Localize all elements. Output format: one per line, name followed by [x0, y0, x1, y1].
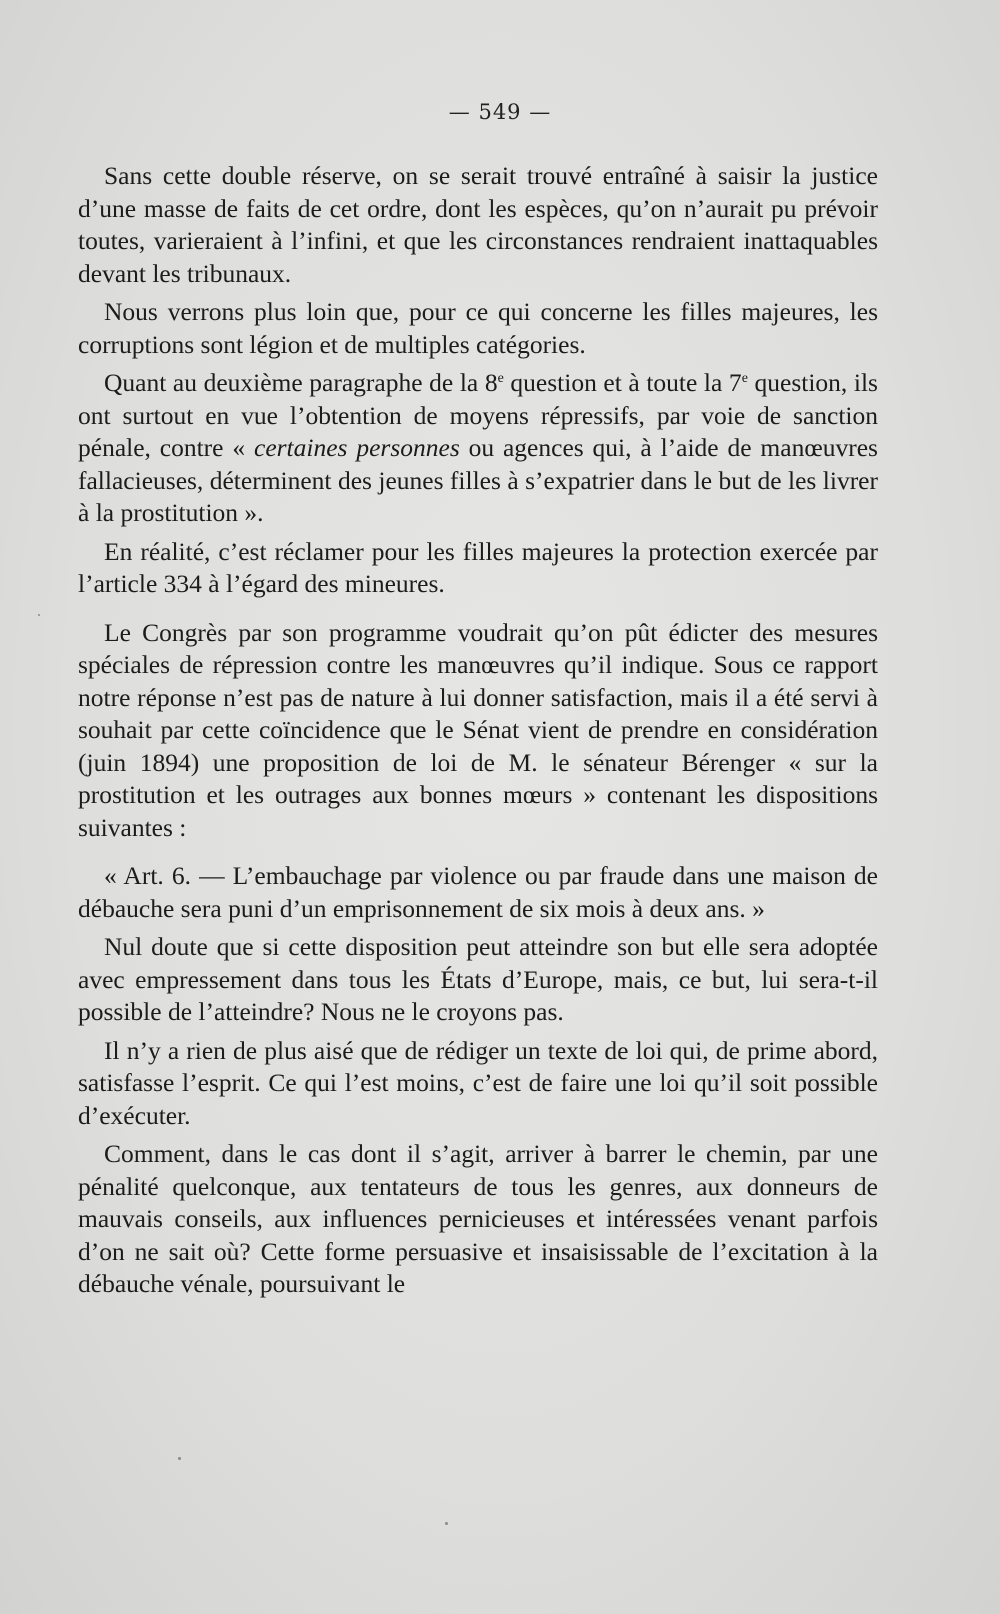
paragraph-3-part-3: question, ils ont surtout en vue l’obtention de moyens répressifs, par voie de sanction pénale, contre « [78, 368, 878, 462]
superscript-2: e [741, 371, 748, 386]
paragraph-7: Nul doute que si cette disposition peut atteindre son but elle sera adoptée avec empressement dans tous les États d’Europe, mais, ce but, lui sera-t-il possible de l’atteindre? Nous ne le croyons pas. [78, 932, 878, 1026]
paper-speck [445, 1522, 448, 1525]
paragraph-3 [78, 367, 878, 530]
paper-speck [38, 614, 40, 616]
paragraph-1: Sans cette double réserve, on se serait trouvé entraîné à saisir la justice d’une masse de faits de cet ordre, dont les espèces, qu’on n’aurait pu prévoir toutes, varieraient à l’infini, et que les circonstances rendraient inattaquables devant les tribunaux. [78, 161, 878, 288]
paper-speck [178, 1457, 181, 1460]
italic-phrase: certaines personnes [254, 433, 460, 462]
body-text [78, 160, 878, 1301]
paragraph-8: Il n’y a rien de plus aisé que de rédiger un texte de loi qui, de prime abord, satisfasse l’esprit. Ce qui l’est moins, c’est de faire une loi qu’il soit possible d’exécuter. [78, 1035, 878, 1130]
paragraph-3-part-1: Quant au deuxième paragraphe de la 8 [104, 368, 498, 397]
paragraph-6-article-quote: « Art. 6. — L’embauchage par violence ou par fraude dans une maison de débauche sera puni d’un emprisonnement de six mois à deux ans. » [78, 861, 878, 923]
superscript-1: e [497, 371, 504, 386]
paragraph-3-part-4: ou agences qui, à l’aide de manœuvres fallacieuses, déterminent des jeunes filles à s’expatrier dans le but de les livrer à la prostitution ». [78, 433, 878, 527]
page-number: — 549 — [448, 100, 552, 124]
paragraph-9: Comment, dans le cas dont il s’agit, arriver à barrer le chemin, par une pénalité quelconque, aux tentateurs de tous les genres, aux donneurs de mauvais conseils, aux influences pernicieuses et intéressées venant parfois d’on ne sait où? Cette forme persuasive et insaisissable de l’excitation à la débauche vénale, poursuivant le [78, 1139, 878, 1298]
paragraph-4: En réalité, c’est réclamer pour les filles majeures la protection exercée par l’article 334 à l’égard des mineures. [78, 536, 878, 598]
paragraph-3-part-2: question et à toute la 7 [503, 368, 742, 397]
paragraph-2: Nous verrons plus loin que, pour ce qui concerne les filles majeures, les corruptions sont légion et de multiples catégories. [78, 297, 878, 359]
paragraph-5: Le Congrès par son programme voudrait qu’on pût édicter des mesures spéciales de répression contre les manœuvres qu’il indique. Sous ce rapport notre réponse n’est pas de nature à lui donner satisfaction, mais il a été servi à souhait par cette coïncidence que le Sénat vient de prendre en considération (juin 1894) une proposition de loi de M. le sénateur Bérenger « sur la prostitution et les outrages aux bonnes mœurs » contenant les dispositions suivantes : [78, 617, 878, 842]
